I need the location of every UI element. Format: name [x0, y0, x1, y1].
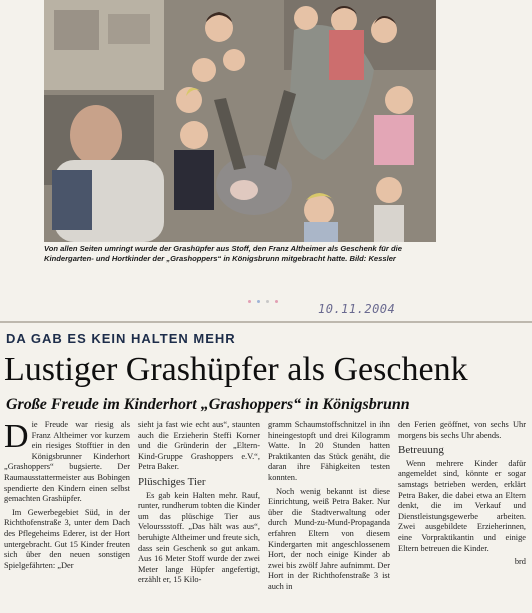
article-column-1	[4, 420, 130, 574]
section-heading: Plüschiges Tier	[138, 475, 206, 488]
paragraph: Es gab kein Halten mehr. Rauf, runter, rundherum tobten die Kinder um das plüschige Tier aus Velourssstoff. „Das hält was aus“, beruhigte Altheimer und freute sich, dass sein Geschenk so gut ankam. Aus 16 Meter Stoff wurde der zwei Meter lange Hüpfer angefertigt, erzählt er, 15 Kilo-	[138, 490, 260, 585]
paragraph: Wenn mehrere Kinder dafür angemeldet sind, könnte er sogar samstags betrieben werden, erklärt Petra Baker, die dabei etwa an Eltern denkt, die im Verkauf und Dienstleistungsgewerbe arbeiten. Zwei ausgebildete Erzieherinnen, eine Vorpraktikantin und einige Eltern betreuen die Kinder.	[398, 458, 526, 553]
headline: Lustiger Grashüpfer als Geschenk	[4, 351, 468, 388]
paragraph: Noch wenig bekannt ist diese Einrichtung, weiß Petra Baker. Nur über die Stadtverwaltung oder durch Mund-zu-Mund-Propaganda erfahren Eltern von diesem Kindergarten mit angeschlossenem Hort, der noch einige Kinder ab zwei bis zwölf Jahre aufnimmt. Der Hort in der Richthofenstraße 3 ist auch in	[268, 486, 390, 591]
article-column-3	[268, 420, 390, 596]
paragraph: den Ferien geöffnet, von sechs Uhr morgens bis sechs Uhr abends.	[398, 420, 526, 440]
kicker-line: DA GAB ES KEIN HALTEN MEHR	[6, 331, 236, 346]
paragraph: Im Gewerbegebiet Süd, in der Richthofenstraße 3, unter dem Dach des Pflegeheims Ederer, ist der Hort untergebracht. Gut 15 Kinder freuten sich über den neuen sonstigen Spielgefährten: „Der	[4, 507, 130, 570]
article-column-2	[138, 420, 260, 589]
section-heading: Betreuung	[398, 444, 444, 457]
author-mark: brd	[514, 557, 526, 567]
color-register-marks	[248, 290, 284, 308]
clipping-divider	[0, 321, 532, 323]
paragraph: gramm Schaumstoffschnitzel in ihn hineingestopft und drei Kilogramm Watte. In 20 Stunden hatten Praktikanten das Stück genäht, die daran ihre Fähigkeiten testen konnten.	[268, 420, 390, 482]
subheadline: Große Freude im Kinderhort „Grashoppers“ in Königsbrunn	[6, 396, 410, 413]
photo-illustration	[44, 0, 436, 242]
article-photo	[44, 0, 436, 242]
article-column-4	[398, 420, 526, 571]
paragraph: sieht ja fast wie echt aus“, staunten auch die Erzieherin Steffi Korner und die Gründerin der „Eltern-Kind-Gruppe Grashoppers e.V.“, Petra Baker.	[138, 420, 260, 472]
photo-caption: Von allen Seiten umringt wurde der Grashüpfer aus Stoff, den Franz Altheimer als Geschenk für die Kindergarten- und Hortkinder der „Grashoppers“ in Königsbrunn mitgebracht hatte. Bild: Kessler	[44, 244, 402, 263]
drop-cap: D	[4, 418, 29, 455]
paragraph: ie Freude war riesig als Franz Altheimer vor kurzem ein riesiges Stofftier in den Königsbrunner Kinderhort „Grashoppers“ bugsierte. Der Raumausstattermeister aus Bobingen spendierte den Kindern einen selbst gemachten Grashüpfer.	[4, 420, 130, 504]
date-stamp: 10.11.2004	[318, 302, 396, 316]
